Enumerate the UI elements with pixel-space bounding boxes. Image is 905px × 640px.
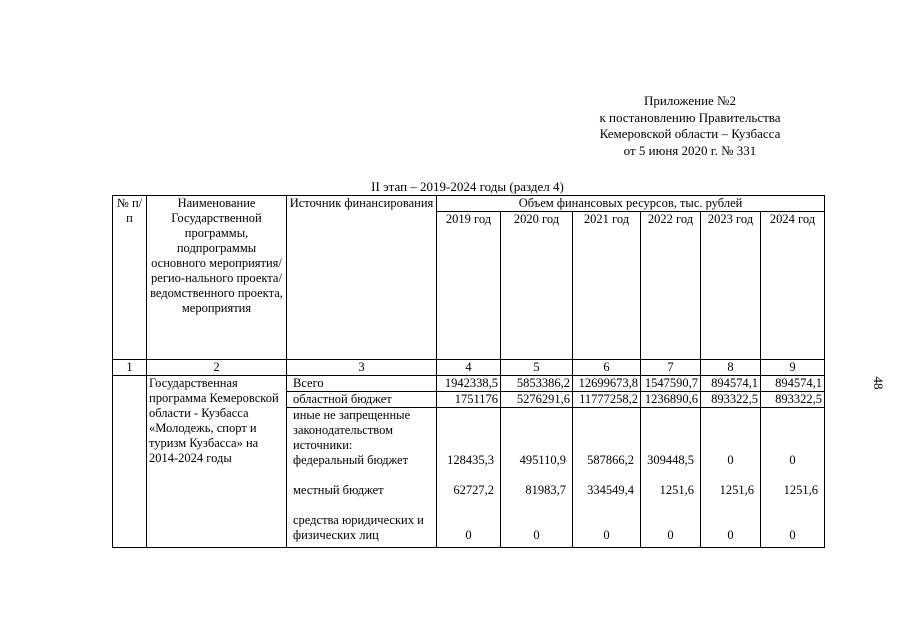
value-cell: 1547590,7 bbox=[641, 376, 701, 392]
col-number: 4 bbox=[437, 360, 501, 376]
value-cell: 5276291,6 bbox=[501, 392, 573, 408]
value-stack-2022 bbox=[641, 408, 701, 548]
value-cell: 1251,6 bbox=[719, 483, 754, 497]
value-cell: 11777258,2 bbox=[573, 392, 641, 408]
header-source: Источник финансирования bbox=[287, 196, 437, 360]
value-cell: 0 bbox=[533, 528, 540, 542]
value-cell: 128435,3 bbox=[447, 453, 494, 467]
header-year-2019: 2019 год bbox=[437, 212, 501, 360]
col-number: 3 bbox=[287, 360, 437, 376]
value-cell: 0 bbox=[727, 528, 734, 542]
col-number: 7 bbox=[641, 360, 701, 376]
col-number: 6 bbox=[573, 360, 641, 376]
value-cell: 1236890,6 bbox=[641, 392, 701, 408]
value-cell: 0 bbox=[465, 528, 472, 542]
header-volume: Объем финансовых ресурсов, тыс. рублей bbox=[437, 196, 825, 212]
annex-line-4: от 5 июня 2020 г. № 331 bbox=[623, 142, 757, 158]
value-cell: 1942338,5 bbox=[437, 376, 501, 392]
value-cell: 334549,4 bbox=[587, 483, 634, 497]
header-num: № п/п bbox=[113, 196, 147, 360]
page-number: 48 bbox=[871, 376, 886, 390]
table-row-total bbox=[113, 376, 825, 392]
value-stack-2019 bbox=[437, 408, 501, 548]
annex-line-3: Кемеровской области – Кузбасса bbox=[599, 126, 781, 141]
value-cell: 893322,5 bbox=[701, 392, 761, 408]
value-cell: 12699673,8 bbox=[573, 376, 641, 392]
value-cell: 1251,6 bbox=[659, 483, 694, 497]
value-cell: 309448,5 bbox=[647, 453, 694, 467]
value-cell: 81983,7 bbox=[525, 483, 566, 497]
col-number: 8 bbox=[701, 360, 761, 376]
value-stack-2020 bbox=[501, 408, 573, 548]
source-other-label: иные не запрещенные законодательством источники: bbox=[293, 408, 411, 452]
annex-line-1: Приложение №2 bbox=[644, 93, 736, 108]
value-cell: 5853386,2 bbox=[501, 376, 573, 392]
value-stack-2024 bbox=[761, 408, 825, 548]
value-cell: 587866,2 bbox=[587, 453, 634, 467]
value-cell: 0 bbox=[667, 528, 674, 542]
value-stack-2023 bbox=[701, 408, 761, 548]
header-year-2023: 2023 год bbox=[701, 212, 761, 360]
value-cell: 495110,9 bbox=[519, 453, 566, 467]
stage-title: II этап – 2019-2024 годы (раздел 4) bbox=[371, 179, 564, 194]
value-cell: 893322,5 bbox=[761, 392, 825, 408]
annex-line-2: к постановлению Правительства bbox=[599, 109, 781, 125]
program-name: Государственная программа Кемеровской области - Кузбасса «Молодежь, спорт и туризм Кузбасса» на 2014-2024 годы bbox=[147, 376, 287, 548]
source-local: местный бюджет bbox=[293, 483, 384, 497]
value-cell: 0 bbox=[603, 528, 610, 542]
col-number: 1 bbox=[113, 360, 147, 376]
financing-table bbox=[112, 195, 825, 548]
source-legal: средства юридических и физических лиц bbox=[293, 513, 424, 542]
value-stack-2021 bbox=[573, 408, 641, 548]
col-number: 2 bbox=[147, 360, 287, 376]
column-numbers-row bbox=[113, 360, 825, 376]
col-number: 9 bbox=[761, 360, 825, 376]
col-number: 5 bbox=[501, 360, 573, 376]
source-total: Всего bbox=[287, 376, 437, 392]
value-cell: 1251,6 bbox=[783, 483, 819, 497]
header-year-2022: 2022 год bbox=[641, 212, 701, 360]
value-cell: 0 bbox=[789, 528, 796, 542]
source-other-cell bbox=[287, 408, 437, 548]
value-cell: 1751176 bbox=[437, 392, 501, 408]
header-year-2021: 2021 год bbox=[573, 212, 641, 360]
value-cell: 0 bbox=[727, 453, 734, 467]
value-cell: 894574,1 bbox=[701, 376, 761, 392]
header-name: Наименование Государственной программы, подпрограммы основного мероприятия/ регио-нального проекта/ ведомственного проекта, мероприятия bbox=[147, 196, 287, 360]
header-year-2024: 2024 год bbox=[761, 212, 825, 360]
header-year-2020: 2020 год bbox=[501, 212, 573, 360]
value-cell: 894574,1 bbox=[761, 376, 825, 392]
value-cell: 62727,2 bbox=[453, 483, 494, 497]
source-federal: федеральный бюджет bbox=[293, 453, 409, 467]
value-cell: 0 bbox=[789, 453, 796, 467]
program-num-cell bbox=[113, 376, 147, 548]
source-regional: областной бюджет bbox=[287, 392, 437, 408]
annex-header bbox=[560, 93, 820, 159]
